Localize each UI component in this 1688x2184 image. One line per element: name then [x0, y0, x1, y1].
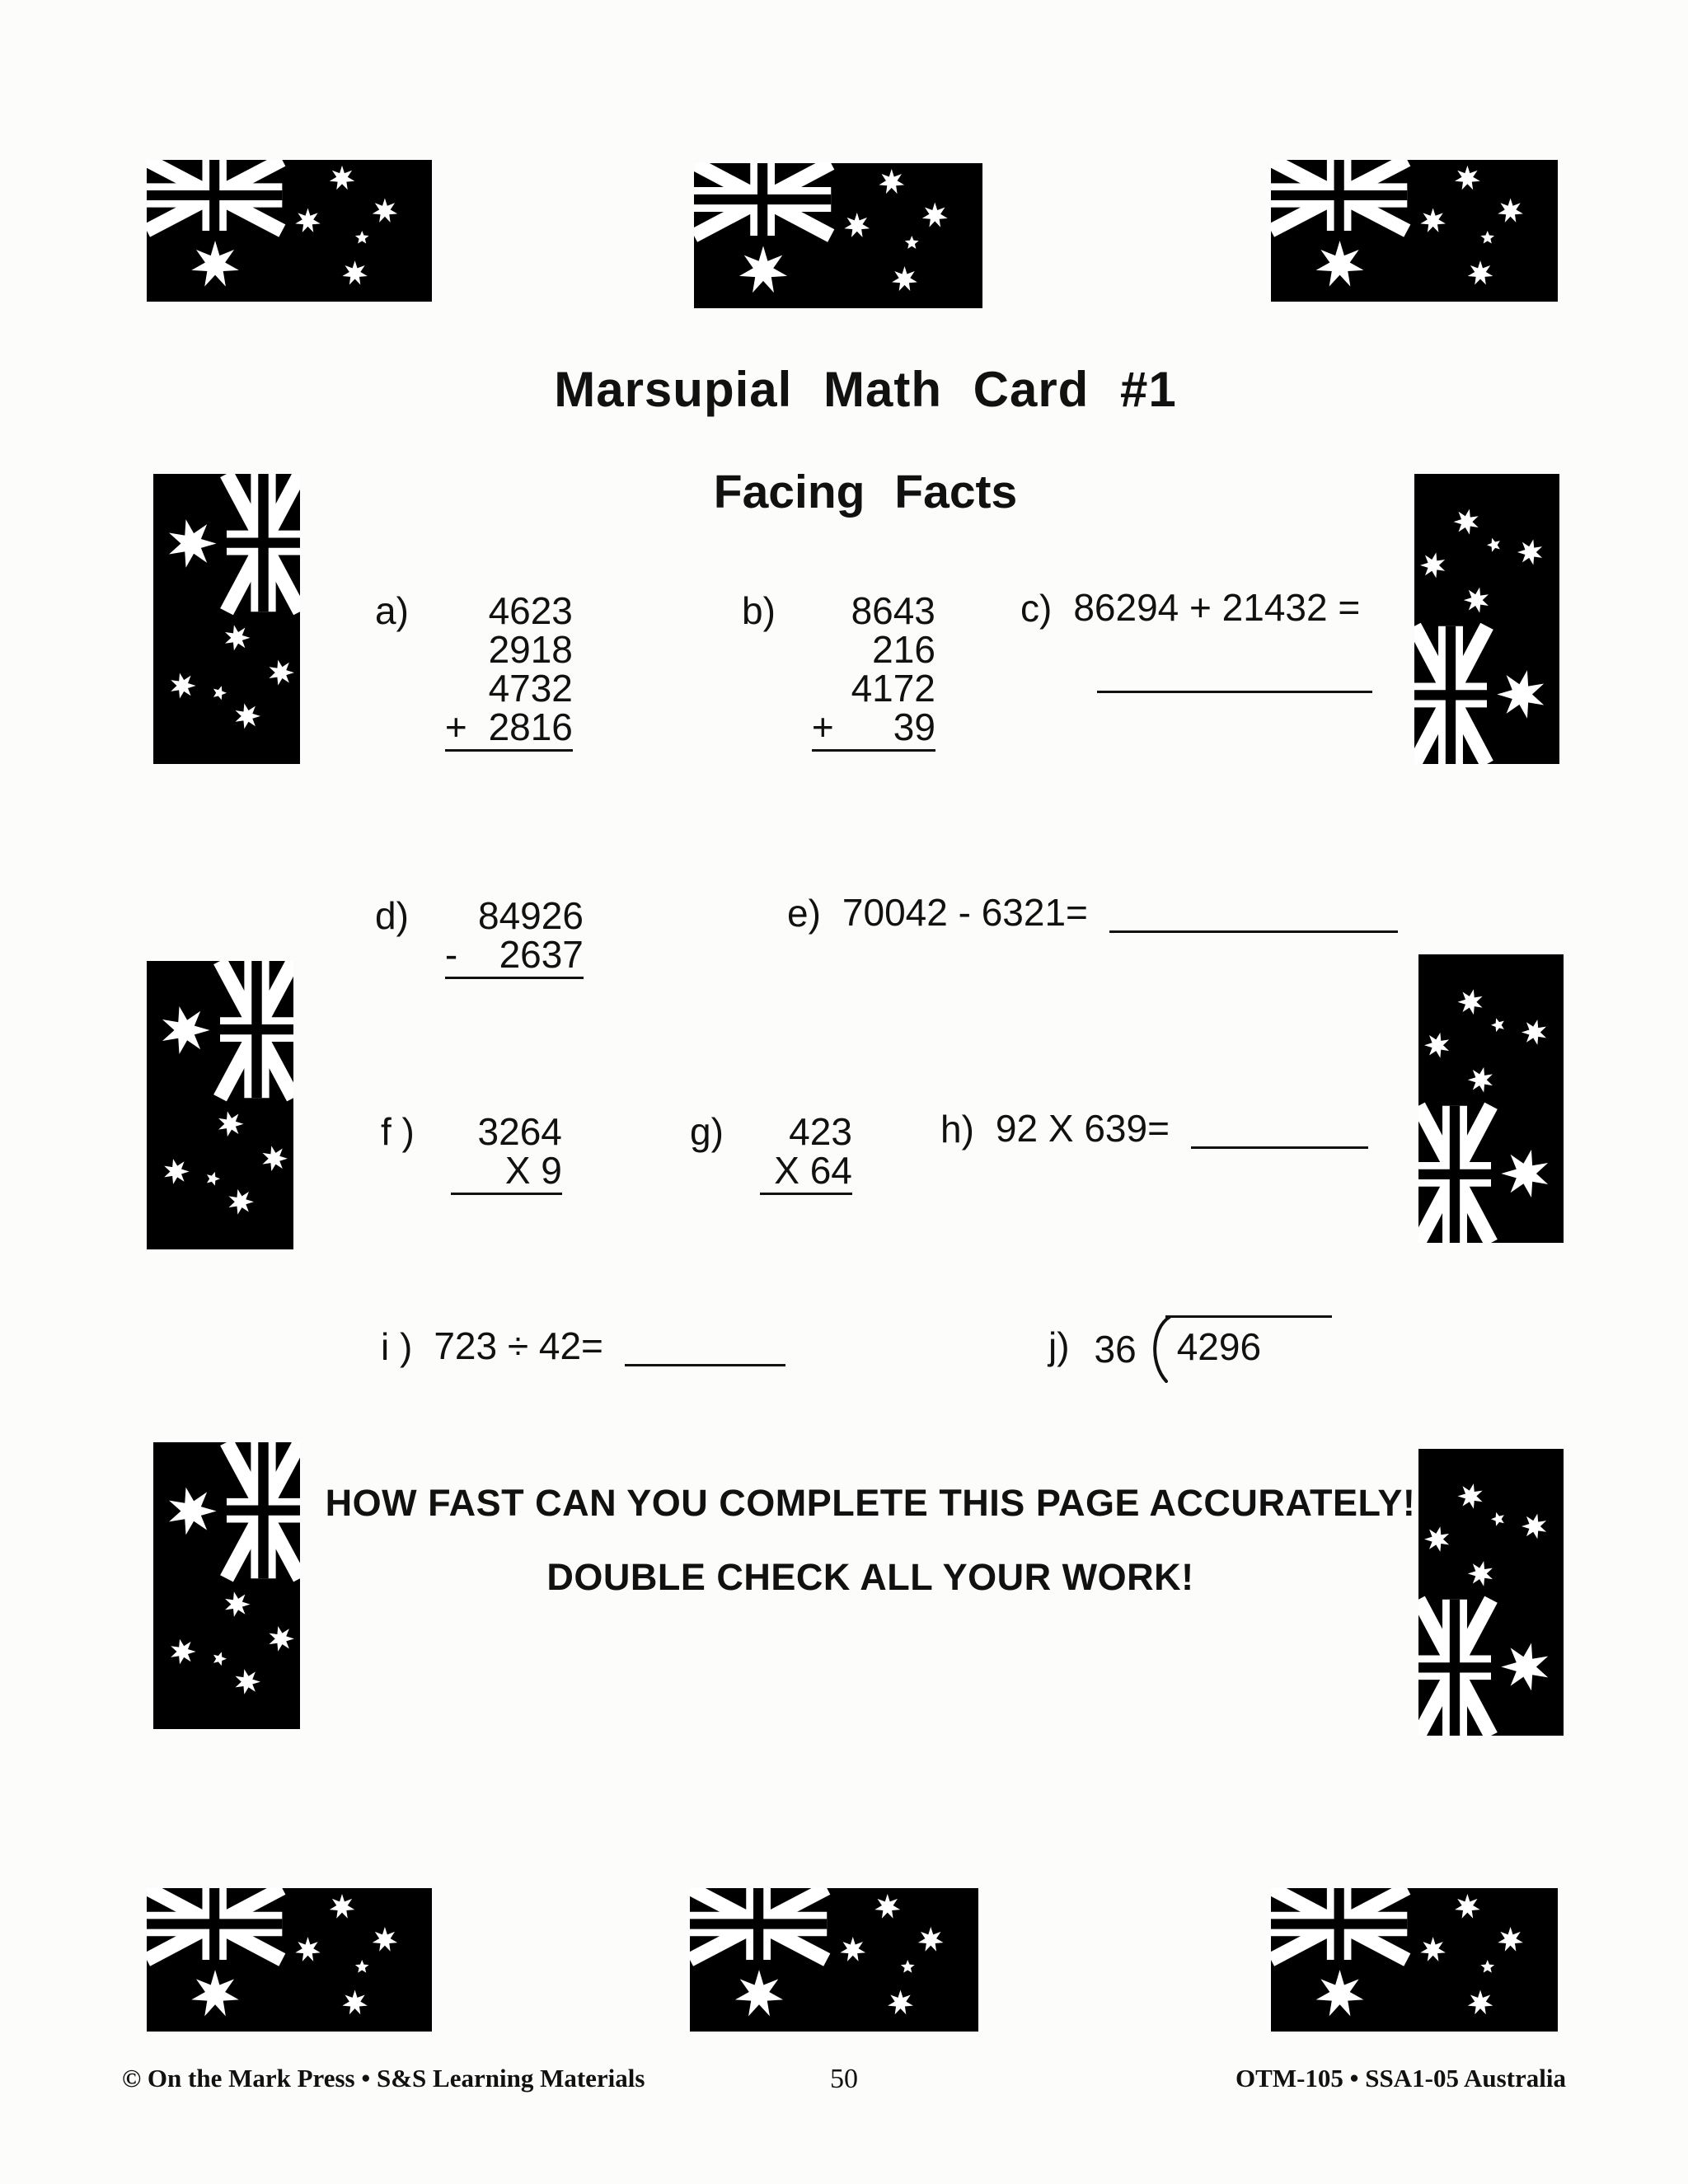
- problem-d-numbers: [444, 894, 584, 979]
- addend: 8643: [851, 589, 935, 632]
- expression: 723 ÷ 42=: [434, 1324, 603, 1367]
- minuend: 84926: [477, 894, 584, 937]
- addend: 216: [872, 628, 935, 671]
- addend: 4172: [851, 667, 935, 710]
- answer-line: [1097, 691, 1372, 693]
- problem-a: [375, 589, 573, 752]
- page-number: 50: [830, 2064, 858, 2094]
- problem-c-label: c): [1020, 587, 1053, 630]
- australian-flag-icon: [147, 160, 432, 302]
- addend: 4732: [488, 667, 573, 710]
- problem-j-label: j): [1048, 1324, 1070, 1367]
- answer-line: [625, 1356, 785, 1366]
- problem-j: [1048, 1315, 1332, 1383]
- australian-flag-icon: [1271, 1888, 1558, 2032]
- problem-b-label: b): [742, 589, 776, 632]
- problem-i-label: i ): [381, 1325, 413, 1368]
- addend: 39: [893, 705, 935, 748]
- footer-publisher: © On the Mark Press • S&S Learning Materials: [122, 2064, 645, 2093]
- answer-line: [1191, 1138, 1368, 1149]
- problem-a-label: a): [375, 589, 409, 632]
- divisor: 36: [1094, 1328, 1137, 1371]
- problem-b-numbers: [811, 589, 935, 752]
- operation-row: [811, 705, 935, 752]
- problem-d: [375, 894, 584, 979]
- dividend-box: [1165, 1315, 1332, 1369]
- addend: 2918: [488, 628, 573, 671]
- page-title: Marsupial Math Card #1: [554, 362, 1177, 417]
- subtrahend: 2637: [499, 933, 584, 976]
- footer-product-code: OTM-105 • SSA1-05 Australia: [1236, 2064, 1566, 2093]
- operator: +: [444, 705, 467, 748]
- australian-flag-icon: [690, 1888, 978, 2032]
- problem-h: [940, 1108, 1368, 1149]
- problem-f: [381, 1110, 562, 1195]
- addend: 4623: [488, 589, 573, 632]
- dividend: 4296: [1176, 1325, 1262, 1368]
- problem-i: [381, 1325, 785, 1366]
- operation-row: [444, 705, 573, 752]
- page-subtitle: Facing Facts: [713, 466, 1018, 518]
- answer-line: [1109, 922, 1398, 933]
- note-line-1: HOW FAST CAN YOU COMPLETE THIS PAGE ACCURATELY!: [325, 1482, 1416, 1524]
- problem-d-label: d): [375, 894, 409, 937]
- problem-g-numbers: [760, 1110, 852, 1195]
- australian-flag-icon: [1418, 954, 1564, 1243]
- operation-row: X 9: [451, 1151, 562, 1195]
- problem-e-label: e): [787, 892, 821, 935]
- expression: 92 X 639=: [995, 1107, 1170, 1150]
- operation-row: X 64: [760, 1151, 852, 1195]
- expression: 86294 + 21432 =: [1073, 586, 1361, 629]
- addend: 2816: [488, 705, 573, 748]
- operation-row: [445, 935, 584, 979]
- australian-flag-icon: [147, 961, 293, 1249]
- problem-e: [787, 892, 1398, 933]
- australian-flag-icon: [1271, 160, 1558, 302]
- multiplicand: 423: [789, 1110, 852, 1153]
- problem-c: [1020, 587, 1360, 628]
- note-line-2: DOUBLE CHECK ALL YOUR WORK!: [546, 1556, 1194, 1598]
- australian-flag-icon: [147, 1888, 432, 2032]
- problem-f-numbers: [451, 1110, 562, 1195]
- australian-flag-icon: [694, 163, 982, 308]
- problem-g: [690, 1110, 852, 1195]
- operator: -: [444, 933, 458, 976]
- problem-f-label: f ): [381, 1110, 415, 1153]
- multiplicand: 3264: [477, 1110, 562, 1153]
- problem-a-numbers: [444, 589, 573, 752]
- problem-b: [742, 589, 935, 752]
- problem-g-label: g): [690, 1110, 724, 1153]
- expression: 70042 - 6321=: [842, 891, 1088, 934]
- problem-h-label: h): [940, 1108, 974, 1151]
- operator: +: [811, 705, 834, 748]
